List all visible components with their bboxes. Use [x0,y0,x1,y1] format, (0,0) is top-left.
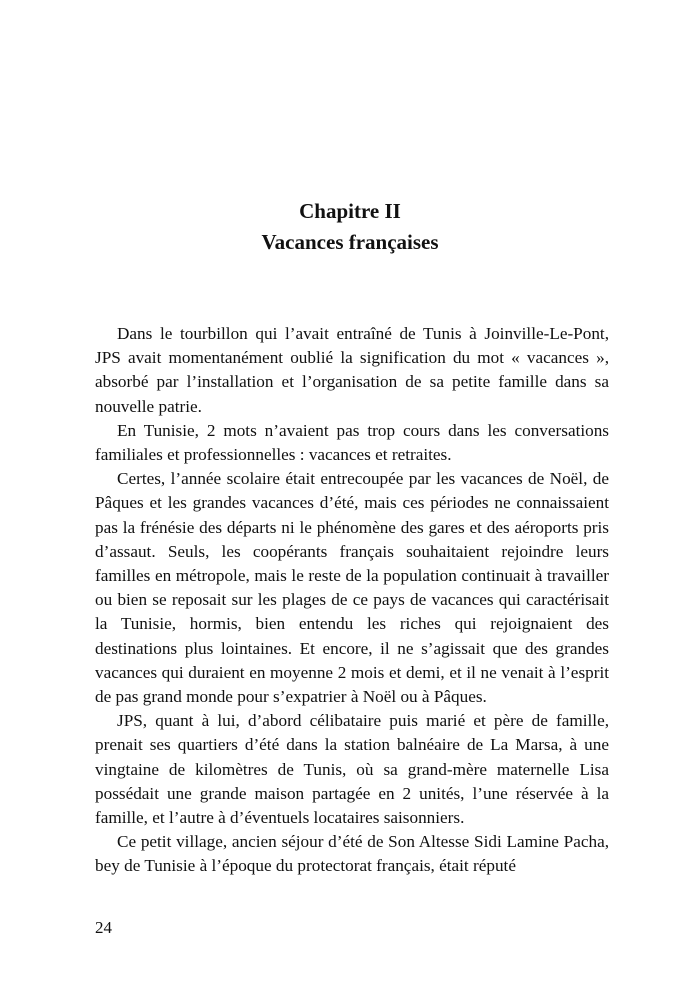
paragraph: Ce petit village, ancien séjour d’été de Son Altesse Sidi Lamine Pacha, bey de Tunisie à l’époque du protectorat français, était réputé [95,832,609,876]
chapter-heading [0,196,700,258]
page-number: 24 [95,918,112,937]
paragraph: En Tunisie, 2 mots n’avaient pas trop cours dans les conversations familiales et professionnelles : vacances et retraites. [95,420,609,465]
paragraph: Certes, l’année scolaire était entrecoupée par les vacances de Noël, de Pâques et les grandes vacances d’été, mais ces périodes ne connaissaient pas la frénésie des départs ni le phénomène des gares et des aéroports pris d’assaut. Seuls, les coopérants français souhaitaient rejoindre leurs familles en métropole, mais le reste de la population continuait à travailler ou bien se reposait sur les plages de ce pays de vacances qui caractérisait la Tunisie, hormis, bien entendu les riches qui rejoignaient des destinations plus lointaines. Et encore, il ne s’agissait que des grandes vacances qui duraient en moyenne 2 mois et demi, et il ne venait à l’esprit de pas grand monde pour s’expatrier à Noël ou à Pâques. [95,469,609,707]
body-text [95,322,609,879]
chapter-title: Vacances françaises [261,230,439,254]
paragraph: Dans le tourbillon qui l’avait entraîné de Tunis à Joinville-Le-Pont, JPS avait momentanément oublié la signification du mot « vacances », absorbé par l’installation et l’organisation de sa petite famille dans sa nouvelle patrie. [95,324,609,416]
paragraph: JPS, quant à lui, d’abord célibataire puis marié et père de famille, prenait ses quartiers d’été dans la station balnéaire de La Marsa, à une vingtaine de kilomètres de Tunis, où sa grand-mère maternelle Lisa possédait une grande maison partagée en 2 unités, l’une réservée à la famille, et l’autre à d’éventuels locataires saisonniers. [95,711,609,828]
chapter-number: Chapitre II [299,199,401,223]
